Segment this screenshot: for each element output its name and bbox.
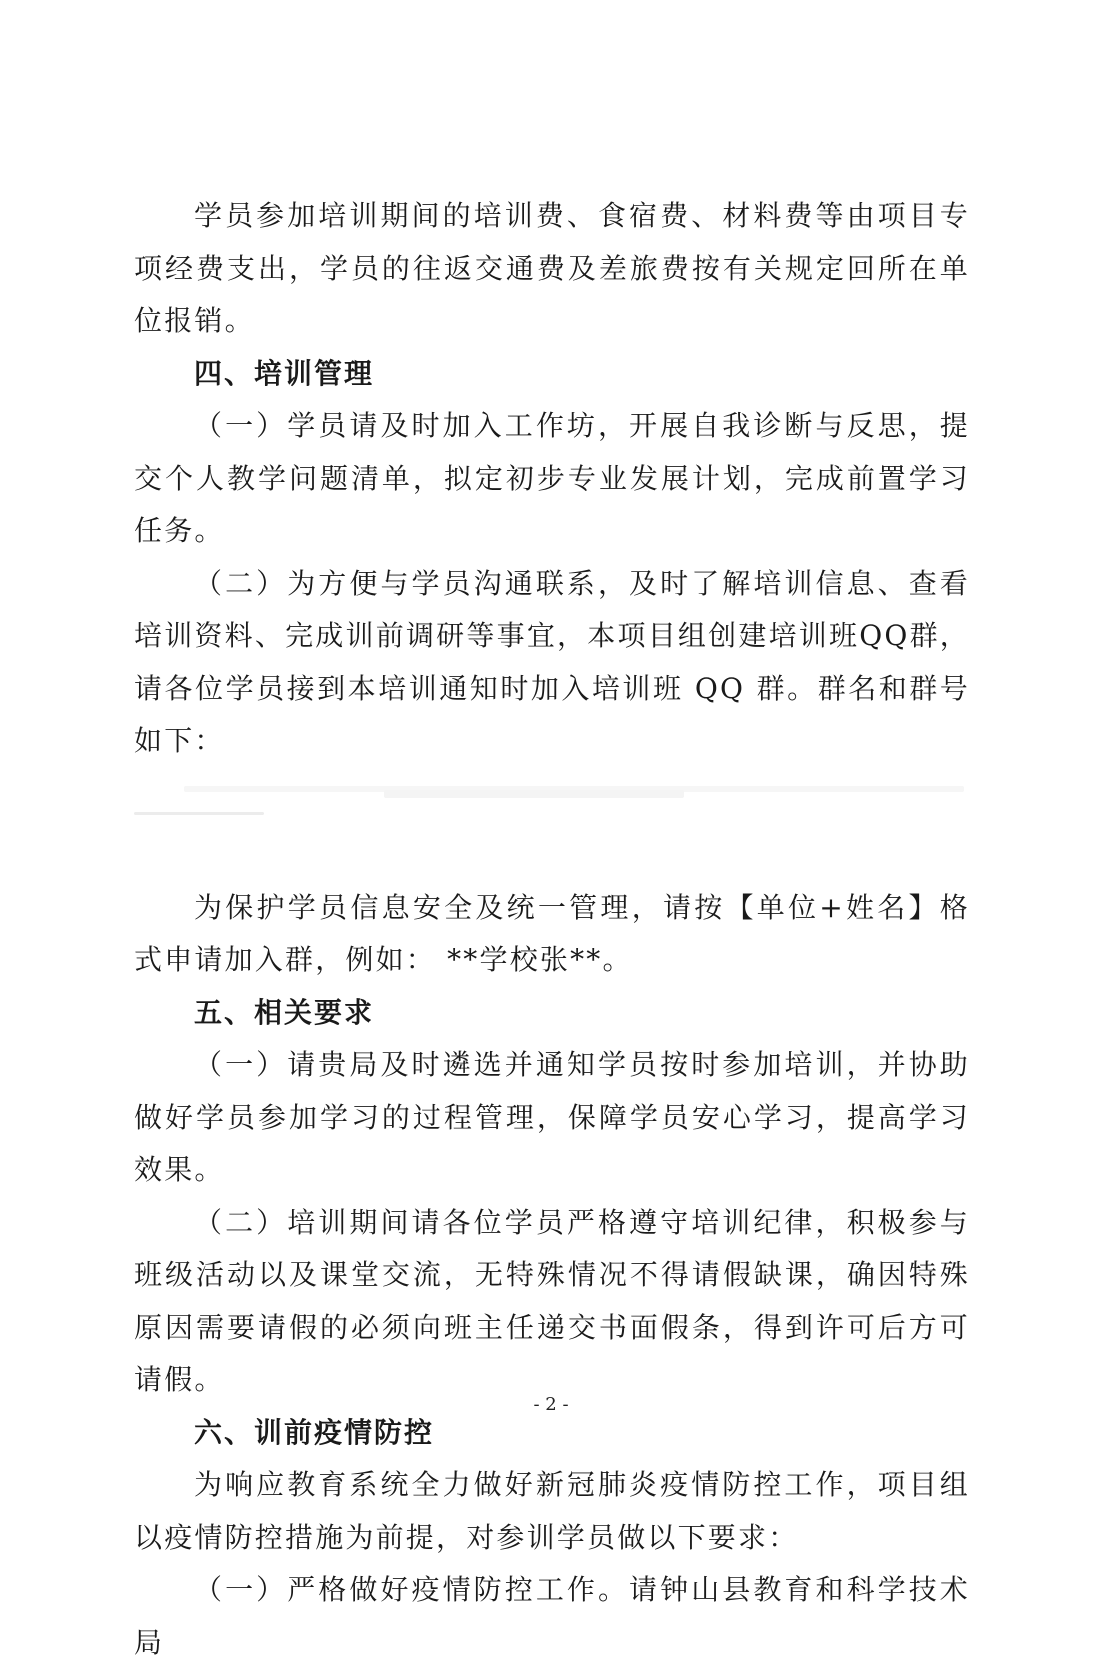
page-number: - 2 - xyxy=(533,1394,569,1415)
paragraph-join-workshop: （一）学员请及时加入工作坊，开展自我诊断与反思，提交个人教学问题清单，拟定初步专业发展计划，完成前置学习任务。 xyxy=(134,409,970,547)
section-heading-training-management: 四、培训管理 xyxy=(194,356,375,390)
paragraph-selection: （一）请贵局及时遴选并通知学员按时参加培训，并协助做好学员参加学习的过程管理，保障学员安心学习，提高学习效果。 xyxy=(134,1048,970,1186)
paragraph-qq-group: （二）为方便与学员沟通联系，及时了解培训信息、查看培训资料、完成训前调研等事宜，本项目组创建培训班QQ群，请各位学员接到本培训通知时加入培训班 QQ 群。群名和群号如下： xyxy=(134,566,970,757)
paragraph-join-format: 为保护学员信息安全及统一管理，请按【单位+姓名】格式申请加入群，例如： **学校张**。 xyxy=(134,890,970,976)
paragraph-epidemic-intro: 为响应教育系统全力做好新冠肺炎疫情防控工作，项目组以疫情防控措施为前提，对参训学员做以下要求： xyxy=(134,1468,970,1554)
paragraph-discipline: （二）培训期间请各位学员严格遵守培训纪律，积极参与班级活动以及课堂交流，无特殊情况不得请假缺课，确因特殊原因需要请假的必须向班主任递交书面假条，得到许可后方可请假。 xyxy=(134,1205,970,1396)
document-body xyxy=(134,190,970,1669)
paragraph-epidemic-1: （一）严格做好疫情防控工作。请钟山县教育和科学技术局 xyxy=(134,1573,970,1659)
paragraph-fees: 学员参加培训期间的培训费、食宿费、材料费等由项目专项经费支出，学员的往返交通费及差旅费按有关规定回所在单位报销。 xyxy=(134,199,970,337)
section-heading-requirements: 五、相关要求 xyxy=(194,995,375,1029)
redacted-group-info xyxy=(134,776,970,848)
section-heading-epidemic-control: 六、训前疫情防控 xyxy=(194,1415,435,1449)
